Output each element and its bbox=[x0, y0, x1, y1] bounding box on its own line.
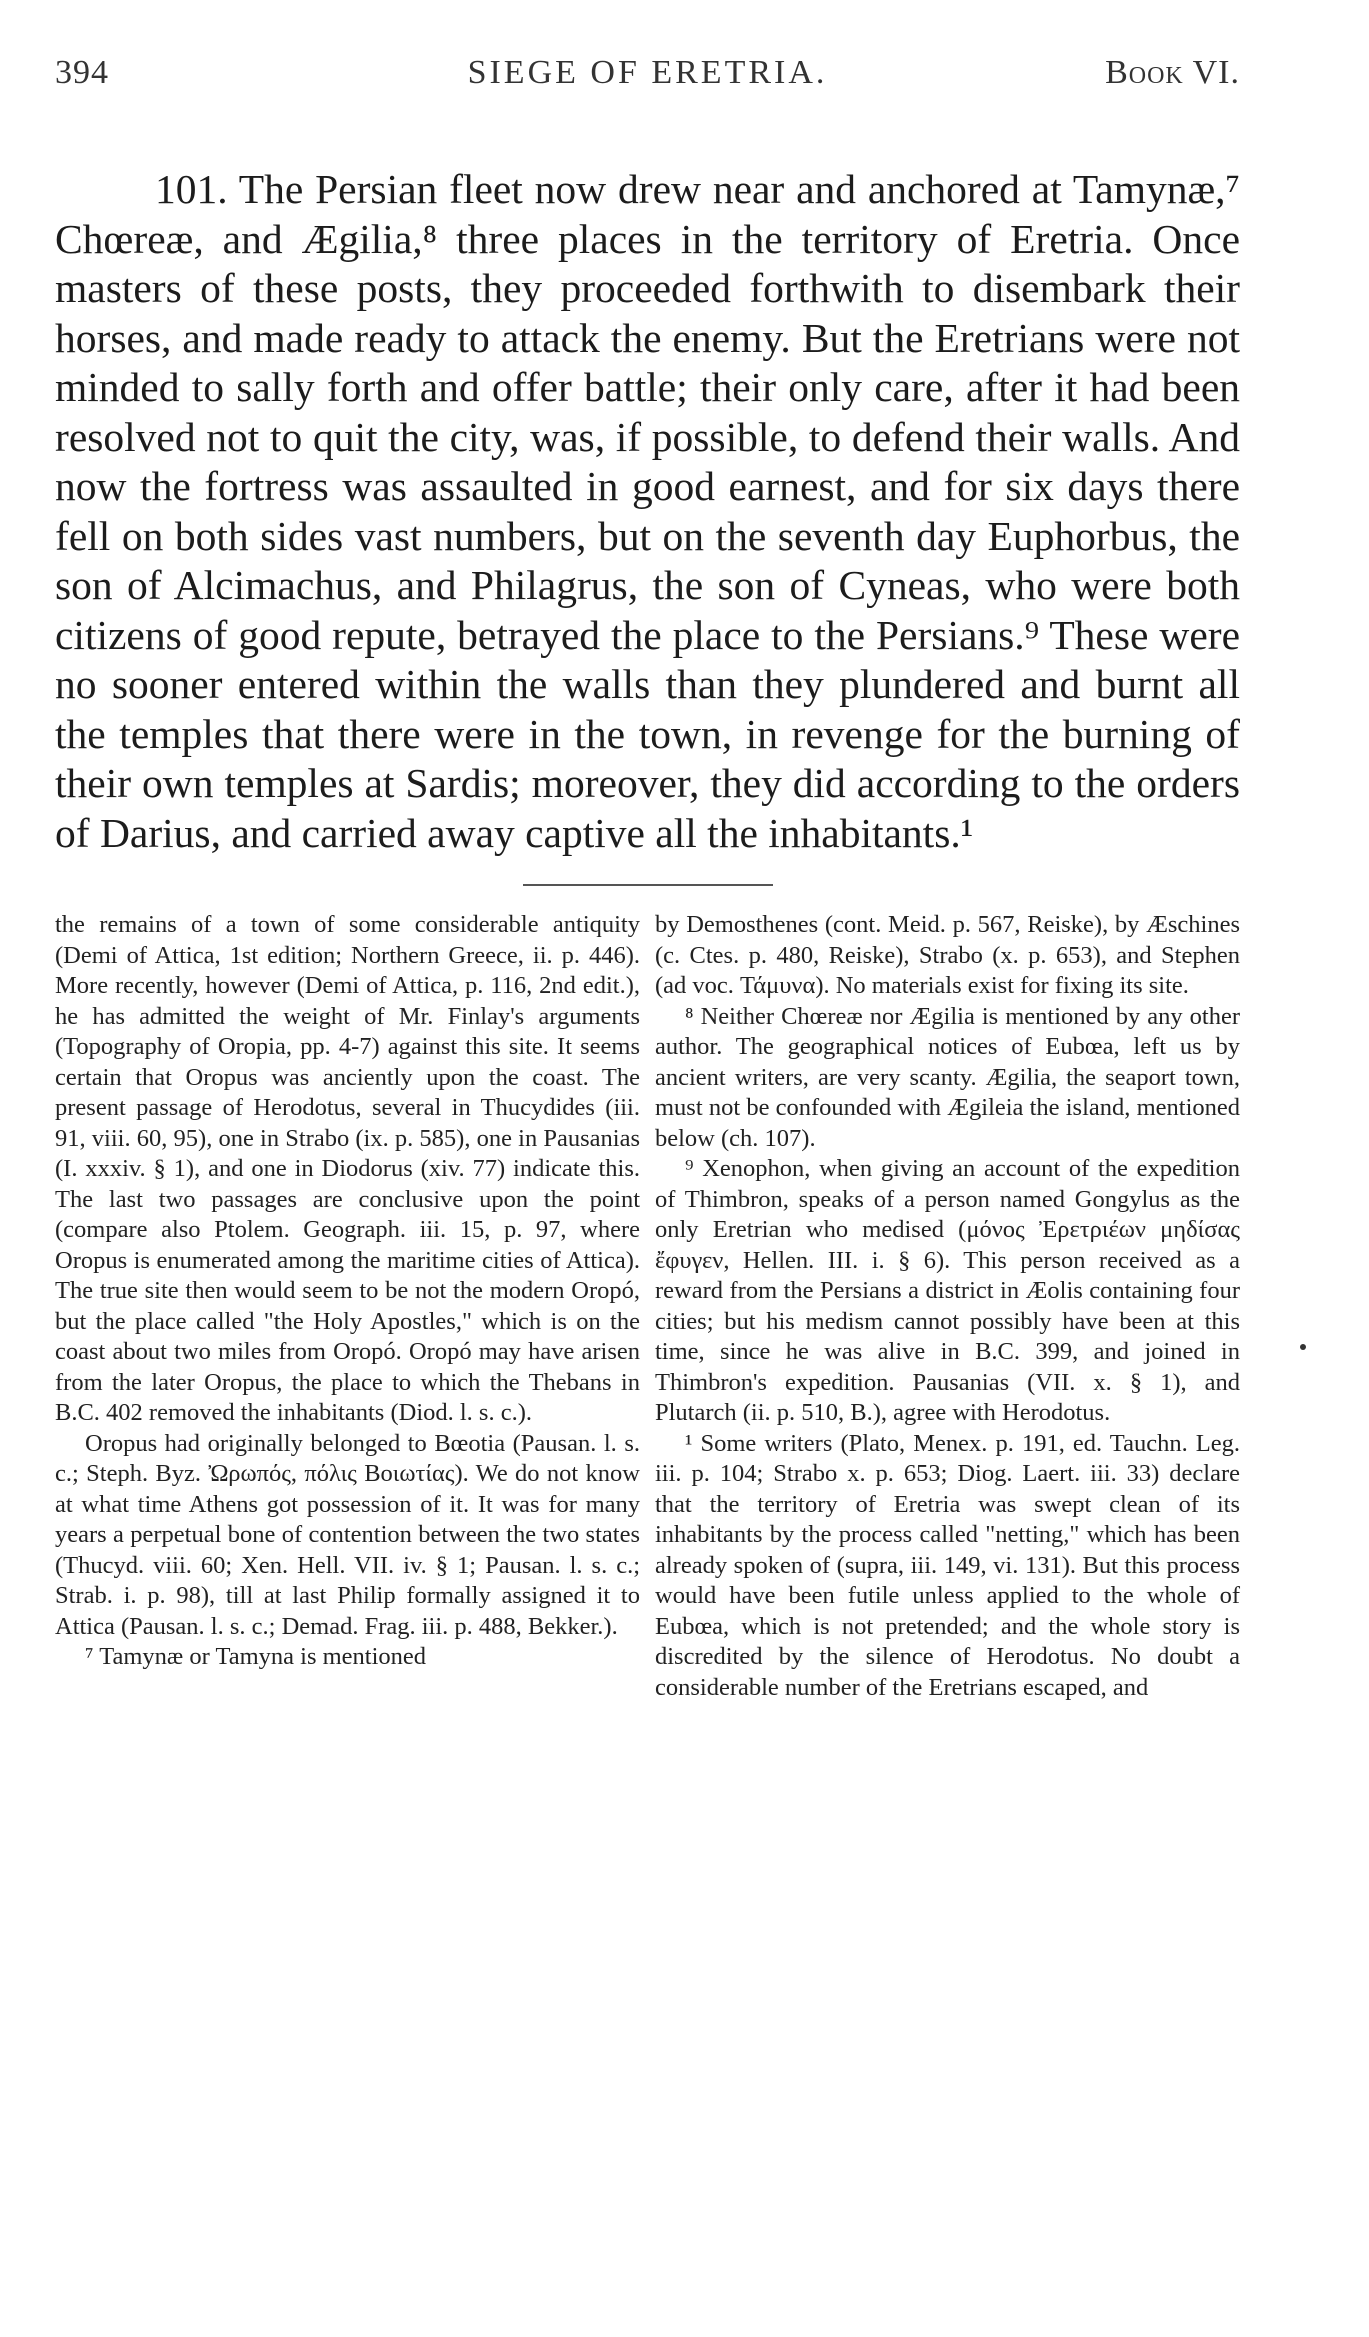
footnotes bbox=[55, 910, 1240, 1703]
footnote-7: ⁷ Tamynæ or Tamyna is mentioned bbox=[85, 1643, 427, 1670]
margin-mark bbox=[1300, 1344, 1306, 1350]
footnote-paragraph: Oropus had originally belonged to Bœotia (Pausan. l. s. c.; Steph. Byz. Ὠρωπός, πόλις Βοιωτίας). We do not know at what time Athens got possession of it. It was for many years a perpetual bone of contention between the two states (Thucyd. viii. 60; Xen. Hell. VII. iv. § 1; Pausan. l. s. c.; Strab. i. p. 98), till at last Philip formally assigned it to Attica (Pausan. l. s. c.; Demad. Frag. iii. p. 488, Bekker.). bbox=[55, 1429, 640, 1640]
book-label: Book VI. bbox=[1105, 54, 1240, 91]
main-paragraph: 101. The Persian fleet now drew near and anchored at Tamynæ,⁷ Chœreæ, and Ægilia,⁸ three places in the territory of Eretria. Once masters of these posts, they proceeded forthwith to disembark their horses, and made ready to attack the enemy. But the Eretrians were not minded to sally forth and offer battle; their only care, after it had been resolved not to quit the city, was, if possible, to defend their walls. And now the fortress was assaulted in good earnest, and for six days there fell on both sides vast numbers, but on the seventh day Euphorbus, the son of Alcimachus, and Philagrus, the son of Cyneas, who were both citizens of good repute, betrayed the place to the Persians.⁹ These were no sooner entered within the walls than they plundered and burnt all the temples that there were in the town, in revenge for the burning of their own temples at Sardis; moreover, they did according to the orders of Darius, and carried away captive all the inhabitants.¹ bbox=[55, 166, 1240, 856]
footnote-continued: the remains of a town of some considerable antiquity (Demi of Attica, 1st edition; Northern Greece, ii. p. 446). More recently, however (Demi of Attica, p. 116, 2nd edit.), he has admitted the weight of Mr. Finlay's arguments (Topography of Oropia, pp. 4-7) against this site. It seems certain that Oropus was anciently upon the coast. The present passage of Herodotus, several in Thucydides (iii. 91, viii. 60, 95), one in Strabo (ix. p. 585), one in Pausanias (I. xxxiv. § 1), and one in Diodorus (xiv. 77) indicate this. The last two passages are conclusive upon the point (compare also Ptolem. Geograph. iii. 15, p. 97, where Oropus is enumerated among the maritime cities of Attica). The true site then would seem to be not the modern Oropó, but the place called "the Holy Apostles," which is on the coast about two miles from Oropó. Oropó may have arisen from the later Oropus, the place to which the Thebans in B.C. 402 removed the inhabitants (Diod. l. s. c.). bbox=[55, 911, 640, 1426]
page-number: 394 bbox=[55, 54, 109, 91]
footnote-1: ¹ Some writers (Plato, Menex. p. 191, ed. Tauchn. Leg. iii. p. 104; Strabo x. p. 653; Diog. Laert. iii. 33) declare that the territory of Eretria was swept clean of its inhabitants by the process called "netting," which has been already spoken of (supra, iii. 149, vi. 131). But this process would have been futile unless applied to the whole of Eubœa, which is not pretended; and the whole story is discredited by the silence of Herodotus. No doubt a considerable number of the Eretrians escaped, and bbox=[655, 1429, 1240, 1701]
page-header bbox=[55, 40, 1240, 110]
footnote-8: ⁸ Neither Chœreæ nor Ægilia is mentioned by any other author. The geographical notices of Eubœa, left us by ancient writers, are very scanty. Ægilia, the seaport town, must not be confounded with Ægileia the island, mentioned below (ch. 107). bbox=[655, 1002, 1240, 1152]
footnote-column-right bbox=[655, 910, 1240, 1703]
footnote-9: ⁹ Xenophon, when giving an account of the expedition of Thimbron, speaks of a person named Gongylus as the only Eretrian who medised (μόνος Ἐρετριέων μηδίσας ἔφυγεν, Hellen. III. i. § 6). This person received as a reward from the Persians a district in Æolis containing four cities; but his medism cannot possibly have been at this time, since he was alive in B.C. 399, and joined in Thimbron's expedition. Pausanias (VII. x. § 1), and Plutarch (ii. p. 510, B.), agree with Herodotus. bbox=[655, 1155, 1240, 1426]
running-title: SIEGE OF ERETRIA. bbox=[467, 54, 828, 91]
book-page bbox=[55, 40, 1240, 2310]
footnote-divider bbox=[523, 884, 773, 886]
footnote-7-continued: by Demosthenes (cont. Meid. p. 567, Reiske), by Æschines (c. Ctes. p. 480, Reiske), Strabo (x. p. 653), and Stephen (ad voc. Τάμυνα). No materials exist for fixing its site. bbox=[655, 911, 1240, 999]
footnote-column-left bbox=[55, 910, 640, 1703]
